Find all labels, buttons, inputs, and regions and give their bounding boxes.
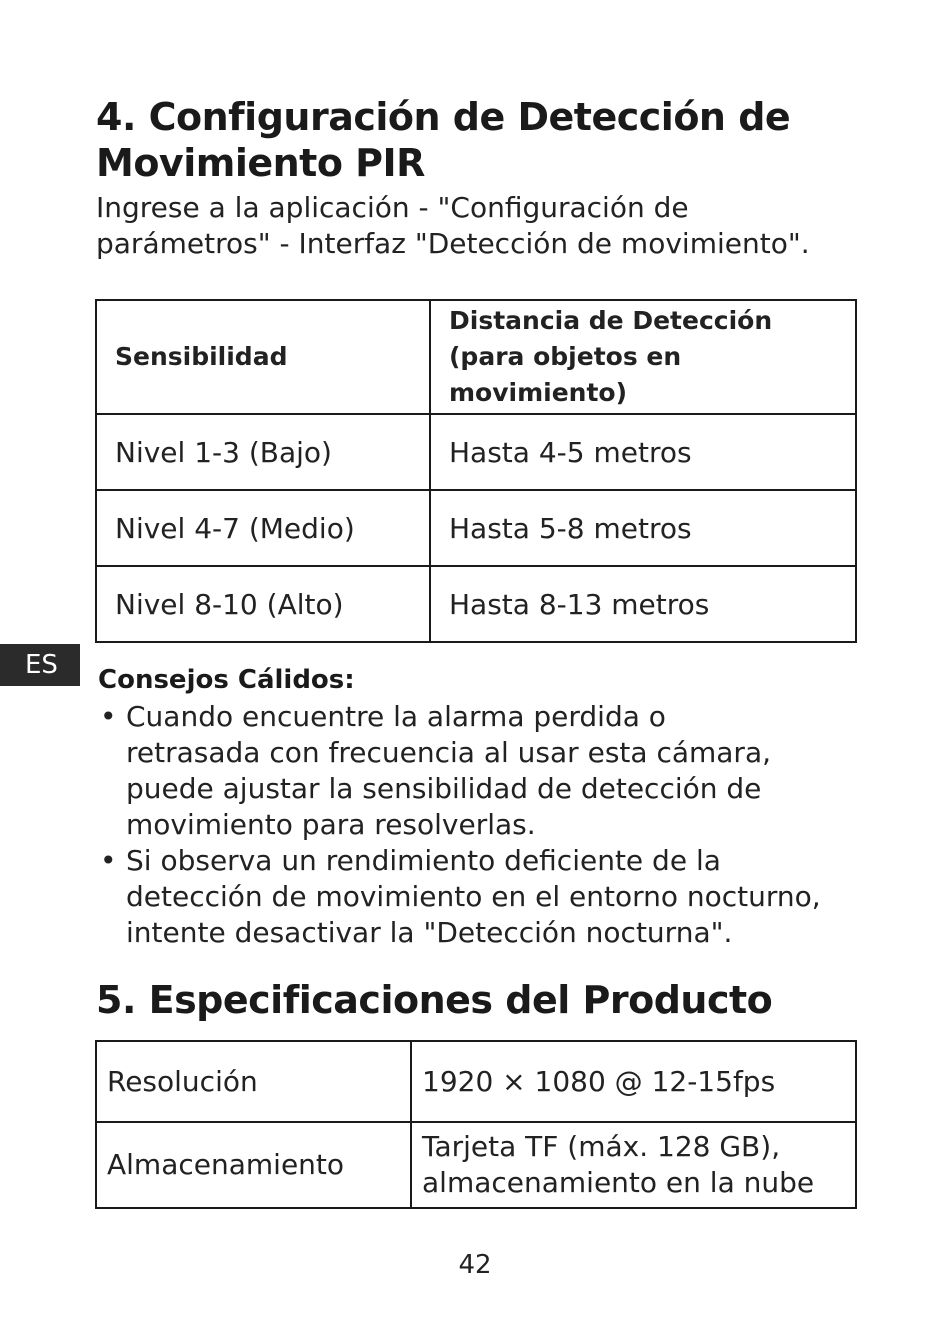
tips-title: Consejos Cálidos: bbox=[98, 665, 355, 695]
table-row bbox=[96, 1041, 856, 1122]
spec-value-line: Tarjeta TF (máx. 128 GB), bbox=[422, 1130, 781, 1163]
list-item bbox=[98, 843, 888, 951]
table-row bbox=[96, 566, 856, 642]
tip-line: detección de movimiento en el entorno nocturno, bbox=[126, 880, 821, 913]
intro-line: Ingrese a la aplicación - "Configuración de bbox=[96, 191, 689, 224]
bullet-icon: • bbox=[100, 844, 117, 877]
header-detection-distance: Distancia de Detección (para objetos en movimiento) bbox=[430, 300, 856, 414]
page-number: 42 bbox=[458, 1250, 492, 1280]
spec-value: 1920 × 1080 @ 12-15fps bbox=[411, 1041, 856, 1122]
tip-line: Cuando encuentre la alarma perdida o bbox=[126, 700, 666, 733]
section-4-title: 4. Configuración de Detección de Movimiento PIR bbox=[96, 95, 791, 185]
level-cell: Nivel 4-7 (Medio) bbox=[96, 490, 430, 566]
level-cell: Nivel 1-3 (Bajo) bbox=[96, 414, 430, 490]
distance-cell: Hasta 4-5 metros bbox=[430, 414, 856, 490]
section-5-title: 5. Especificaciones del Producto bbox=[96, 978, 773, 1022]
sensitivity-table bbox=[95, 299, 857, 643]
spec-label: Resolución bbox=[96, 1041, 411, 1122]
tip-line: movimiento para resolverlas. bbox=[126, 808, 536, 841]
tip-line: retrasada con frecuencia al usar esta cámara, bbox=[126, 736, 771, 769]
specifications-table bbox=[95, 1040, 857, 1209]
tip-line: Si observa un rendimiento deficiente de la bbox=[126, 844, 721, 877]
intro-line: parámetros" - Interfaz "Detección de movimiento". bbox=[96, 227, 810, 260]
level-cell: Nivel 8-10 (Alto) bbox=[96, 566, 430, 642]
table-row bbox=[96, 490, 856, 566]
spec-value bbox=[411, 1122, 856, 1208]
bullet-icon: • bbox=[100, 700, 117, 733]
table-row bbox=[96, 414, 856, 490]
header-sensitivity: Sensibilidad bbox=[96, 300, 430, 414]
section-4-intro bbox=[96, 190, 886, 262]
tip-line: puede ajustar la sensibilidad de detección de bbox=[126, 772, 762, 805]
spec-value-line: almacenamiento en la nube bbox=[422, 1166, 815, 1199]
table-row bbox=[96, 1122, 856, 1208]
distance-cell: Hasta 5-8 metros bbox=[430, 490, 856, 566]
language-tab: ES bbox=[0, 644, 80, 686]
tips-list bbox=[98, 699, 888, 951]
tip-line: intente desactivar la "Detección nocturna". bbox=[126, 916, 733, 949]
spec-label: Almacenamiento bbox=[96, 1122, 411, 1208]
distance-cell: Hasta 8-13 metros bbox=[430, 566, 856, 642]
list-item bbox=[98, 699, 888, 843]
table-header-row bbox=[96, 300, 856, 414]
